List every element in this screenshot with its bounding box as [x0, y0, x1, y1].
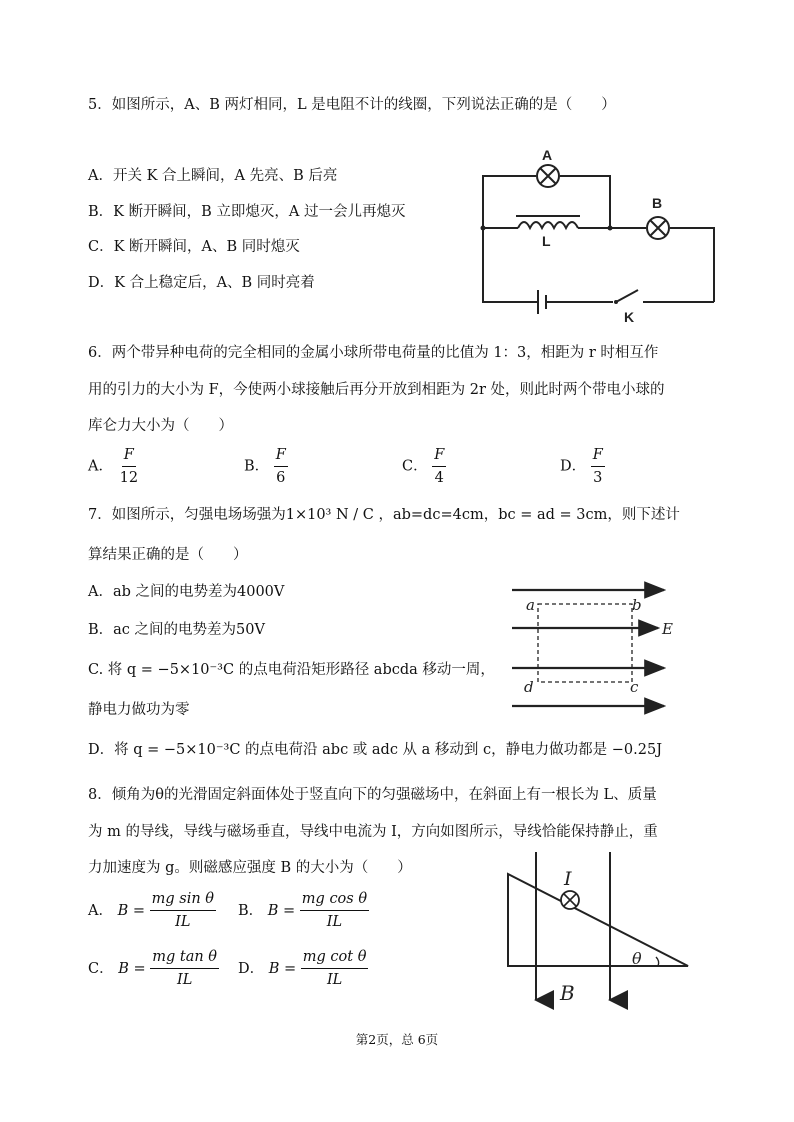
q8-line3: 力加速度为 g。则磁感应强度 B 的大小为（ ）: [88, 860, 412, 876]
point-b-label: b: [632, 596, 642, 614]
field-e-label: E: [662, 620, 673, 638]
q6-line1: 6．两个带异种电荷的完全相同的金属小球所带电荷量的比值为 1：3，相距为 r 时相互作: [88, 345, 659, 361]
q7-option-c-line1: C. 将 q = −5×10⁻³C 的点电荷沿矩形路径 abcda 移动一周，: [88, 662, 495, 678]
q5-option-c: C．K 断开瞬间，A、B 同时熄灭: [88, 239, 300, 255]
coil-symbol: [518, 222, 578, 228]
q5-stem: 5．如图所示，A、B 两灯相同，L 是电阻不计的线圈，下列说法正确的是（ ）: [88, 97, 616, 113]
q6-option-b: B． $\frac{F}{6}$: [244, 444, 288, 489]
q8-line1: 8．倾角为θ的光滑固定斜面体处于竖直向下的匀强磁场中，在斜面上有一根长为 L、质量: [88, 787, 657, 803]
q7-option-d: D．将 q = −5×10⁻³C 的点电荷沿 abc 或 adc 从 a 移动到 c，静电力做功都是 −0.25J: [88, 742, 663, 758]
q7-option-c-line2: 静电力做功为零: [88, 702, 190, 718]
q6-line2: 用的引力的大小为 F，今使两小球接触后再分开放到相距为 2r 处，则此时两个带电小球的: [88, 382, 665, 398]
field-b-label: B: [560, 981, 575, 1005]
q7-line2: 算结果正确的是（ ）: [88, 547, 248, 563]
q7-option-b: B．ac 之间的电势差为50V: [88, 622, 265, 638]
q8-option-a: A． B = $\frac{\text{mg sin θ}}{IL}$: [88, 888, 216, 933]
q5-option-d: D．K 合上稳定后，A、B 同时亮着: [88, 275, 315, 291]
abcd-dashed-rect: [538, 604, 632, 682]
q8-option-d: D． B = $\frac{\text{mg cot θ}}{IL}$: [238, 946, 368, 991]
q6-option-c: C． $\frac{F}{4}$: [402, 444, 446, 489]
q8-line2: 为 m 的导线，导线与磁场垂直，导线中电流为 I，方向如图所示，导线恰能保持静止，重: [88, 824, 658, 840]
q6-option-a: A． $\frac{F}{12}$: [88, 444, 140, 489]
q6-line3: 库仑力大小为（ ）: [88, 418, 233, 434]
q7-field-diagram: [508, 576, 688, 716]
q6-option-d: D． $\frac{F}{3}$: [560, 444, 605, 489]
switch-label: K: [624, 309, 635, 325]
q8-option-b: B． B = $\frac{\text{mg cos θ}}{IL}$: [238, 888, 369, 933]
q7-option-a: A．ab 之间的电势差为4000V: [88, 584, 285, 600]
q8-option-c: C． B = $\frac{\text{mg tan θ}}{IL}$: [88, 946, 219, 991]
q5-option-a: A．开关 K 合上瞬间，A 先亮、B 后亮: [88, 168, 338, 184]
point-a-label: a: [526, 596, 535, 614]
angle-label: θ: [632, 949, 642, 968]
q7-line1: 7．如图所示，匀强电场场强为1×10³ N / C ，ab=dc=4cm，bc = ad = 3cm，则下述计: [88, 507, 680, 523]
point-d-label: d: [524, 678, 534, 696]
coil-label: L: [542, 233, 551, 249]
current-label: I: [564, 868, 572, 890]
q5-option-b: B．K 断开瞬间，B 立即熄灭，A 过一会儿再熄灭: [88, 204, 406, 220]
switch-symbol: [616, 290, 638, 302]
page-footer: 第2页，总 6页: [355, 1032, 439, 1047]
q8-incline-diagram: [500, 850, 700, 1020]
point-c-label: c: [630, 678, 639, 696]
q5-circuit-diagram: [478, 140, 718, 330]
lamp-b-label: B: [652, 195, 663, 211]
lamp-a-label: A: [542, 147, 553, 163]
